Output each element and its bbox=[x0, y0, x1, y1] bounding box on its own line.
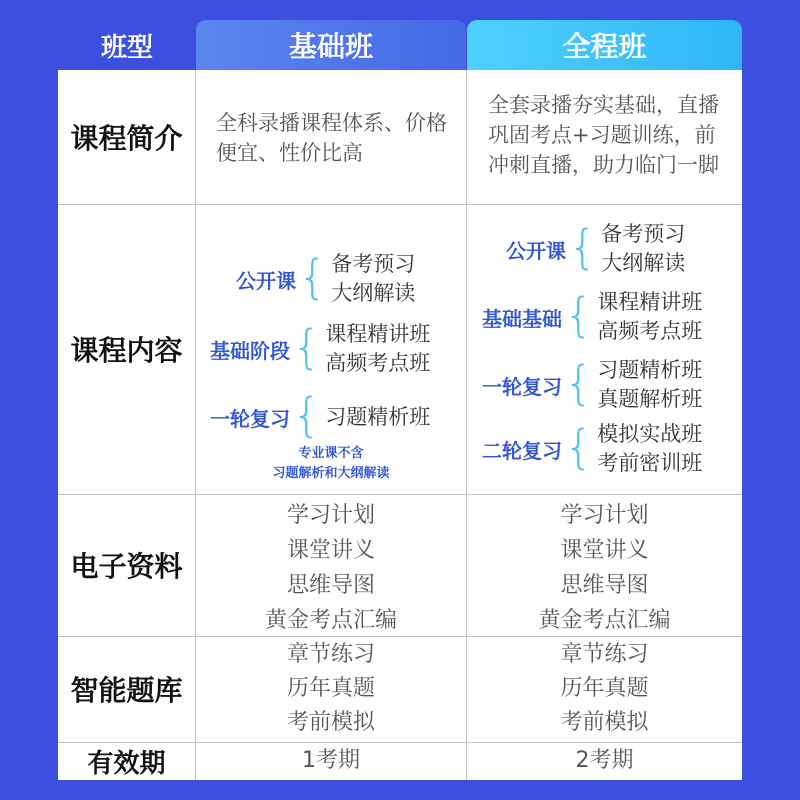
validity-full: 2考期 bbox=[575, 748, 634, 773]
intro-basic: 全科录播课程体系、价格便宜、性价比高 bbox=[216, 111, 447, 165]
list-item: 黄金考点汇编 bbox=[264, 608, 397, 633]
group-title: 公开课 bbox=[236, 268, 296, 293]
row-label-questions: 智能题库 bbox=[70, 674, 183, 707]
group-item: 模拟实战班 bbox=[597, 422, 703, 446]
row-label-materials: 电子资料 bbox=[70, 550, 183, 583]
content-basic-group-open bbox=[236, 250, 415, 308]
header-class-type-label: 班型 bbox=[100, 32, 153, 63]
list-item: 课堂讲义 bbox=[286, 538, 375, 563]
content-full-group-foundation bbox=[482, 288, 702, 346]
note-line: 习题解析和大纲解读 bbox=[272, 466, 390, 481]
group-item: 备考预习 bbox=[601, 222, 686, 246]
group-title: 基础基础 bbox=[482, 306, 562, 331]
list-item: 考前模拟 bbox=[560, 710, 649, 735]
brace-icon: { bbox=[564, 420, 594, 474]
materials-basic-list bbox=[196, 498, 466, 638]
group-title: 一轮复习 bbox=[482, 374, 562, 399]
group-title: 公开课 bbox=[506, 238, 566, 263]
group-title: 基础阶段 bbox=[210, 338, 290, 363]
row-label-validity: 有效期 bbox=[87, 748, 166, 779]
group-title: 一轮复习 bbox=[210, 406, 290, 431]
list-item: 黄金考点汇编 bbox=[538, 608, 671, 633]
materials-full-list bbox=[467, 498, 742, 638]
group-item: 习题精析班 bbox=[597, 358, 703, 382]
group-title: 二轮复习 bbox=[482, 438, 562, 463]
brace-icon: { bbox=[564, 356, 594, 410]
group-item: 大纲解读 bbox=[331, 281, 416, 305]
content-full-group-review1 bbox=[482, 356, 702, 414]
group-item: 课程精讲班 bbox=[325, 322, 431, 346]
note-line: 专业课不含 bbox=[298, 446, 364, 461]
list-item: 章节练习 bbox=[286, 642, 375, 667]
content-basic-group-foundation bbox=[210, 320, 430, 378]
group-item: 真题解析班 bbox=[597, 387, 703, 411]
list-item: 课堂讲义 bbox=[560, 538, 649, 563]
group-item: 考前密训班 bbox=[597, 451, 703, 475]
brace-icon: { bbox=[298, 250, 328, 304]
list-item: 学习计划 bbox=[286, 503, 375, 528]
row-label-content: 课程内容 bbox=[70, 334, 183, 367]
intro-full: 全套录播夯实基础，直播巩固考点+习题训练，前冲刺直播，助力临门一脚 bbox=[488, 93, 719, 177]
header-full-class: 全程班 bbox=[467, 20, 742, 70]
list-item: 学习计划 bbox=[560, 503, 649, 528]
list-item: 考前模拟 bbox=[286, 710, 375, 735]
group-item: 高频考点班 bbox=[597, 319, 703, 343]
list-item: 章节练习 bbox=[560, 642, 649, 667]
header-basic-class: 基础班 bbox=[196, 20, 466, 70]
row-label-intro: 课程简介 bbox=[70, 122, 183, 155]
brace-icon: { bbox=[292, 388, 322, 442]
comparison-table bbox=[58, 70, 742, 780]
group-item: 习题精析班 bbox=[325, 404, 431, 429]
list-item: 思维导图 bbox=[560, 573, 649, 598]
content-full-group-open bbox=[506, 220, 685, 278]
list-item: 历年真题 bbox=[560, 676, 649, 701]
group-item: 课程精讲班 bbox=[597, 290, 703, 314]
content-full-group-review2 bbox=[482, 420, 702, 478]
brace-icon: { bbox=[564, 288, 594, 342]
group-item: 高频考点班 bbox=[325, 351, 431, 375]
group-item: 备考预习 bbox=[331, 252, 416, 276]
brace-icon: { bbox=[292, 320, 322, 374]
list-item: 思维导图 bbox=[286, 573, 375, 598]
list-item: 历年真题 bbox=[286, 676, 375, 701]
content-basic-group-review1 bbox=[210, 388, 431, 442]
content-basic-note bbox=[196, 444, 466, 484]
brace-icon: { bbox=[568, 220, 598, 274]
questions-basic-list bbox=[196, 638, 466, 740]
group-item: 大纲解读 bbox=[601, 251, 686, 275]
questions-full-list bbox=[467, 638, 742, 740]
validity-basic: 1考期 bbox=[302, 748, 360, 773]
